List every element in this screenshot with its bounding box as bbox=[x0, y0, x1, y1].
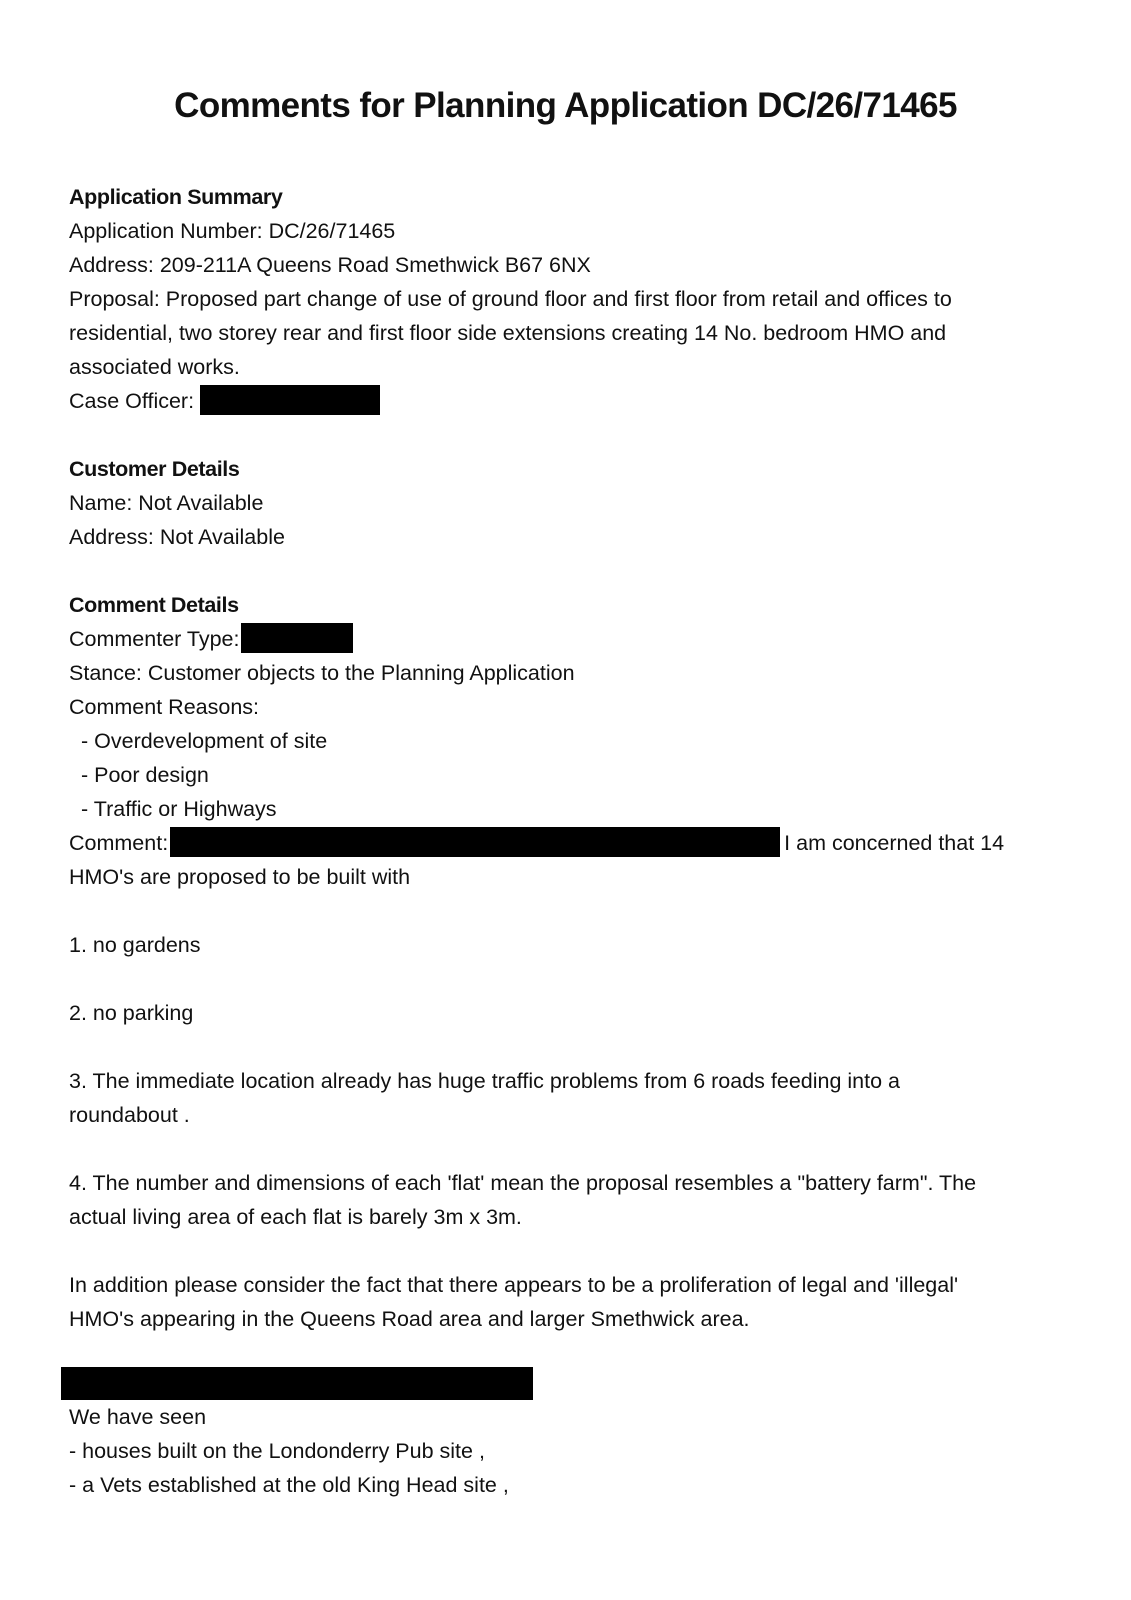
comment-label: Comment: bbox=[69, 831, 169, 855]
commenter-type-row bbox=[69, 622, 1059, 656]
customer-name: Name: Not Available bbox=[69, 491, 264, 515]
paragraph-redaction bbox=[61, 1367, 533, 1400]
case-officer-label: Case Officer: bbox=[69, 389, 195, 413]
comment-reason-item: - Traffic or Highways bbox=[81, 797, 277, 821]
commenter-type-redaction bbox=[241, 623, 353, 653]
comment-text-line: HMO's are proposed to be built with bbox=[69, 865, 411, 889]
comment-point: 3. The immediate location already has huge traffic problems from 6 roads feeding into a roundabout . bbox=[69, 1069, 901, 1127]
application-number: Application Number: DC/26/71465 bbox=[69, 219, 396, 243]
seen-label: We have seen bbox=[69, 1405, 207, 1429]
comment-reasons-label: Comment Reasons: bbox=[69, 695, 259, 719]
comment-addition: In addition please consider the fact that there appears to be a proliferation of legal and 'illegal' HMO's appearing in the Queens Road area and larger Smethwick area. bbox=[69, 1273, 959, 1331]
application-address: Address: 209-211A Queens Road Smethwick B67 6NX bbox=[69, 253, 591, 277]
comment-reason-item: - Overdevelopment of site bbox=[81, 729, 328, 753]
seen-item: - houses built on the Londonderry Pub site , bbox=[69, 1439, 485, 1463]
application-proposal: Proposal: Proposed part change of use of ground floor and first floor from retail and offices to residential, two storey rear and first floor side extensions creating 14 No. bedroom HMO and associated works. bbox=[69, 287, 952, 379]
commenter-type-label: Commenter Type: bbox=[69, 627, 240, 651]
comment-redaction bbox=[170, 827, 780, 857]
comment-text-start: I am concerned that 14 bbox=[784, 831, 1005, 855]
seen-item: - a Vets established at the old King Head site , bbox=[69, 1473, 509, 1497]
comment-point: 1. no gardens bbox=[69, 933, 201, 957]
document-body bbox=[69, 180, 1059, 1502]
comment-details-heading: Comment Details bbox=[69, 593, 239, 617]
page-title: Comments for Planning Application DC/26/71465 bbox=[174, 86, 957, 125]
customer-address: Address: Not Available bbox=[69, 525, 285, 549]
comment-point: 4. The number and dimensions of each 'flat' mean the proposal resembles a "battery farm". The actual living area of each flat is barely 3m x 3m. bbox=[69, 1171, 977, 1229]
comment-point: 2. no parking bbox=[69, 1001, 194, 1025]
customer-details-heading: Customer Details bbox=[69, 457, 240, 481]
case-officer-row bbox=[69, 384, 1059, 418]
case-officer-redaction bbox=[200, 385, 380, 415]
stance: Stance: Customer objects to the Planning Application bbox=[69, 661, 575, 685]
comment-row bbox=[69, 826, 1059, 860]
application-summary-heading: Application Summary bbox=[69, 185, 283, 209]
comment-reason-item: - Poor design bbox=[81, 763, 209, 787]
